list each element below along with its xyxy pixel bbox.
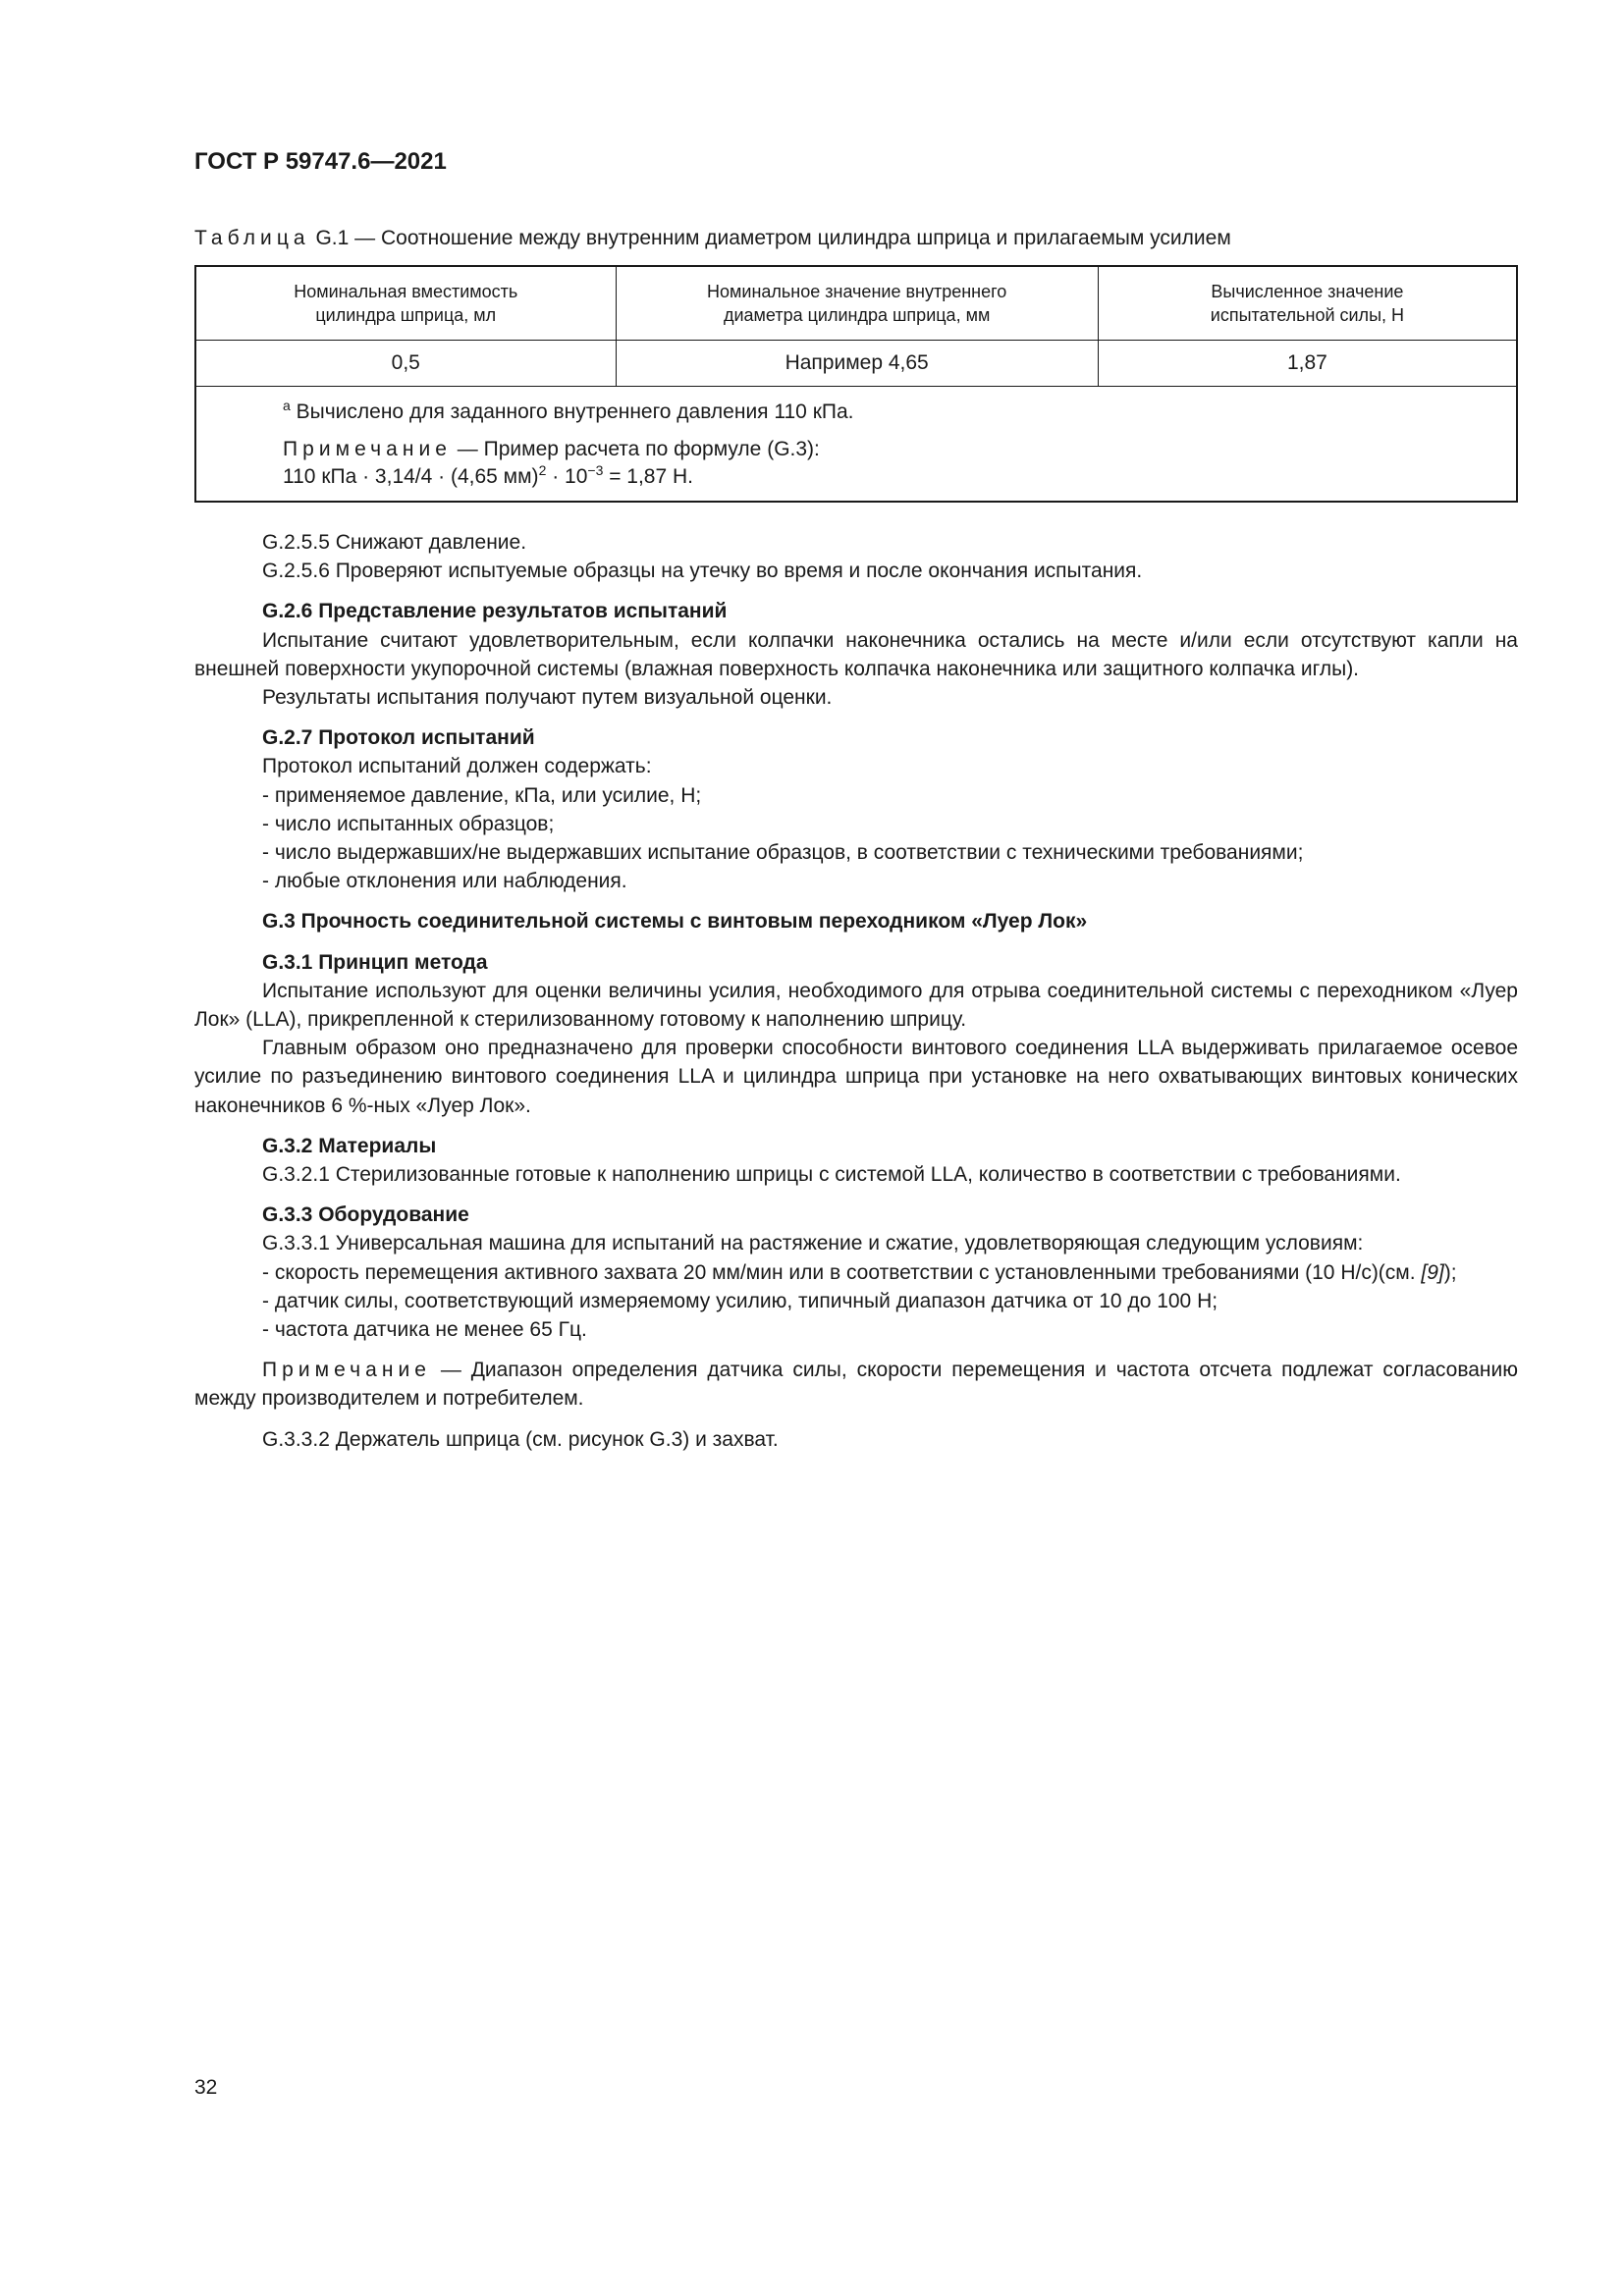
- paragraph: G.3.3.2 Держатель шприца (см. рисунок G.3) и захват.: [262, 1427, 779, 1451]
- section-heading: G.3.2 Материалы: [262, 1134, 437, 1157]
- footnote-mark: a: [283, 398, 291, 413]
- paragraph: Протокол испытаний должен содержать:: [262, 755, 652, 778]
- table-header-cell: Номинальная вместимость цилиндра шприца, мл: [195, 266, 616, 341]
- paragraph: Результаты испытания получают путем визуальной оценки.: [262, 686, 833, 710]
- page-number: 32: [194, 2076, 218, 2099]
- section-heading: G.3.1 Принцип метода: [262, 950, 488, 974]
- data-table: [194, 265, 1518, 503]
- body-text: [194, 528, 1518, 1454]
- table-cell: 1,87: [1098, 341, 1517, 387]
- list-item: - любые отклонения или наблюдения.: [262, 870, 627, 893]
- table-caption: [194, 224, 1518, 253]
- table-footnote: $^a$ Вычислено для заданного внутреннего давления 110 кПа.: [283, 398, 854, 423]
- table-footer-row: [195, 387, 1517, 503]
- paragraph: G.3.3.1 Универсальная машина для испытаний на растяжение и сжатие, удовлетворяющая следующим условиям:: [262, 1232, 1364, 1255]
- paragraph: Главным образом оно предназначено для проверки способности винтового соединения LLA выдерживать прилагаемое осевое усилие по разъединению винтового соединения LLA и цилиндра шприца при установке на него охватывающих винтовых конических наконечников 6 %-ных «Луер Лок».: [194, 1037, 1518, 1117]
- paragraph: G.2.5.5 Снижают давление.: [262, 531, 527, 554]
- table-header-row: [195, 266, 1517, 341]
- paragraph: Испытание считают удовлетворительным, если колпачки наконечника остались на месте и/или если отсутствуют капли на внешней поверхности укупорочной системы (влажная поверхность колпачка наконечника или защитного колпачка иглы).: [194, 628, 1518, 680]
- section-heading: G.2.7 Протокол испытаний: [262, 726, 535, 750]
- note-label: Примечание: [283, 438, 452, 460]
- table-header-cell: Вычисленное значение испытательной силы, Н: [1098, 266, 1517, 341]
- list-item: - частота датчика не менее 65 Гц.: [262, 1318, 587, 1342]
- paragraph: Испытание используют для оценки величины усилия, необходимого для отрыва соединительной системы с переходником «Луер Лок» (LLA), прикрепленной к стерилизованному готовому к наполнению шприцу.: [194, 979, 1518, 1032]
- table-cell: 0,5: [195, 341, 616, 387]
- table-note: Примечание — Пример расчета по формуле (G.3):: [283, 438, 820, 460]
- bibliography-reference: [9]: [1421, 1260, 1444, 1284]
- list-item: - датчик силы, соответствующий измеряемому усилию, типичный диапазон датчика от 10 до 100 Н;: [262, 1289, 1218, 1312]
- paragraph: G.3.2.1 Стерилизованные готовые к наполнению шприцы с системой LLA, количество в соответствии с требованиями.: [262, 1163, 1401, 1187]
- section-heading: G.3 Прочность соединительной системы с винтовым переходником «Луер Лок»: [262, 910, 1088, 934]
- table-cell: Например 4,65: [616, 341, 1098, 387]
- table-header-cell: Номинальное значение внутреннего диаметра цилиндра шприца, мм: [616, 266, 1098, 341]
- table-formula: 110 кПа · 3,14/4 · (4,65 $мм)^2 \cdot 10^{-3} = 1,87$ Н.: [283, 462, 693, 488]
- paragraph: G.2.5.6 Проверяют испытуемые образцы на утечку во время и после окончания испытания.: [262, 560, 1143, 583]
- section-heading: G.3.3 Оборудование: [262, 1203, 469, 1227]
- table-row: [195, 341, 1517, 387]
- document-page: [194, 147, 1518, 1454]
- list-item: - применяемое давление, кПа, или усилие, Н;: [262, 783, 702, 807]
- table-footer-cell: [195, 387, 1517, 503]
- document-header: ГОСТ Р 59747.6—2021: [194, 148, 447, 175]
- section-heading: G.2.6 Представление результатов испытаний: [262, 600, 728, 623]
- note: Примечание — Диапазон определения датчика силы, скорости перемещения и частота отсчета подлежат согласованию между производителем и потребителем.: [194, 1359, 1518, 1411]
- note-label: Примечание: [262, 1359, 431, 1382]
- list-item: - число выдержавших/не выдержавших испытание образцов, в соответствии с техническими требованиями;: [262, 841, 1304, 865]
- list-item: - скорость перемещения активного захвата 20 мм/мин или в соответствии с установленными требованиями (10 Н/с)(см. [9]);: [262, 1260, 1457, 1284]
- table-caption-label: Таблица: [194, 227, 310, 249]
- list-item: - число испытанных образцов;: [262, 812, 555, 835]
- table-caption-text: G.1 — Соотношение между внутренним диаметром цилиндра шприца и прилагаемым усилием: [309, 227, 1231, 249]
